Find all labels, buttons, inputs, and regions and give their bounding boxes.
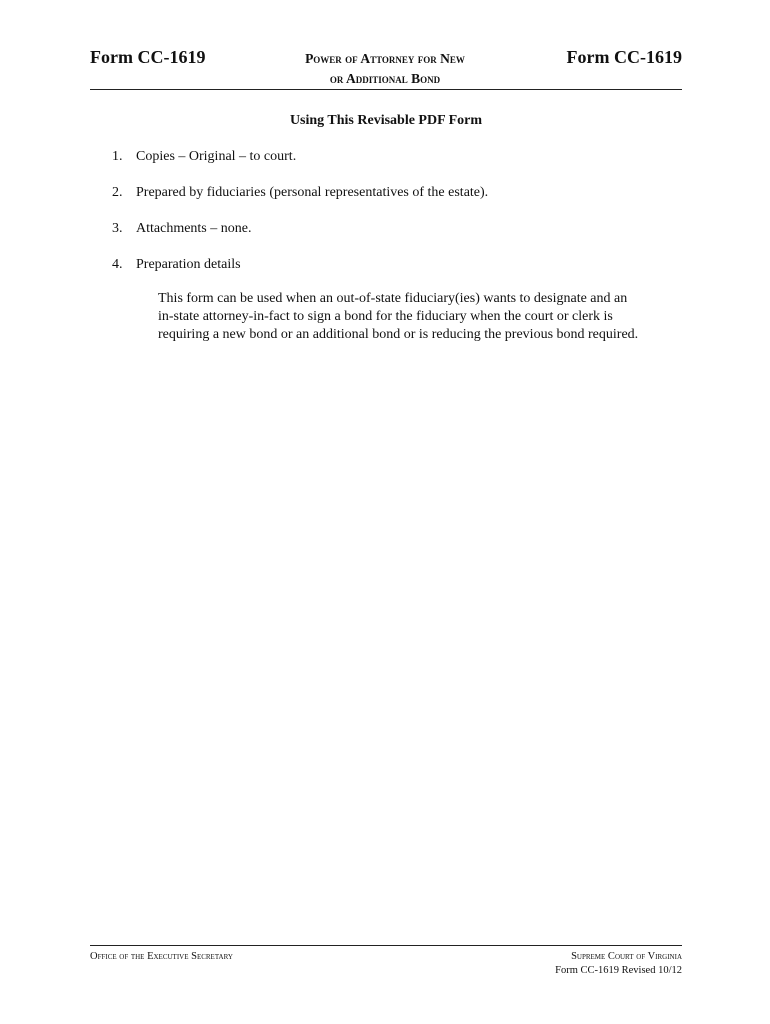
list-item-text: Attachments – none. [136,221,252,236]
details-line: requiring a new bond or an additional bond or is reducing the previous bond required. [158,327,639,342]
footer-revision: Form CC-1619 Revised 10/12 [555,965,682,976]
form-title-line-2: or Additional Bond [329,71,441,86]
footer-court: Supreme Court of Virginia [571,951,682,962]
list-item [112,148,682,184]
section-title: Using This Revisable PDF Form [289,113,483,128]
footer-divider [90,945,682,946]
list-item-number: 2. [112,185,123,200]
list-item-text: Prepared by fiduciaries (personal representatives of the estate). [136,185,489,200]
list-item-text: Copies – Original – to court. [136,149,297,164]
list-item [112,184,682,220]
list-item-number: 4. [112,257,123,272]
instruction-list [112,148,682,292]
list-item [112,256,682,292]
preparation-details-paragraph [158,290,688,344]
details-line: This form can be used when an out-of-state fiduciary(ies) wants to designate and an [158,291,628,306]
list-item-text: Preparation details [136,257,241,272]
form-title [260,49,510,89]
form-id-right: Form CC-1619 [566,47,682,67]
page-header [90,46,682,90]
form-title-line-1: Power of Attorney for New [305,51,465,66]
list-item-number: 1. [112,149,123,164]
list-item [112,220,682,256]
list-item-number: 3. [112,221,123,236]
footer-right [555,950,682,978]
header-divider [90,89,682,90]
footer-office: Office of the Executive Secretary [90,951,233,962]
form-id-left: Form CC-1619 [90,47,206,67]
details-line: in-state attorney-in-fact to sign a bond for the fiduciary when the court or clerk is [158,309,613,324]
